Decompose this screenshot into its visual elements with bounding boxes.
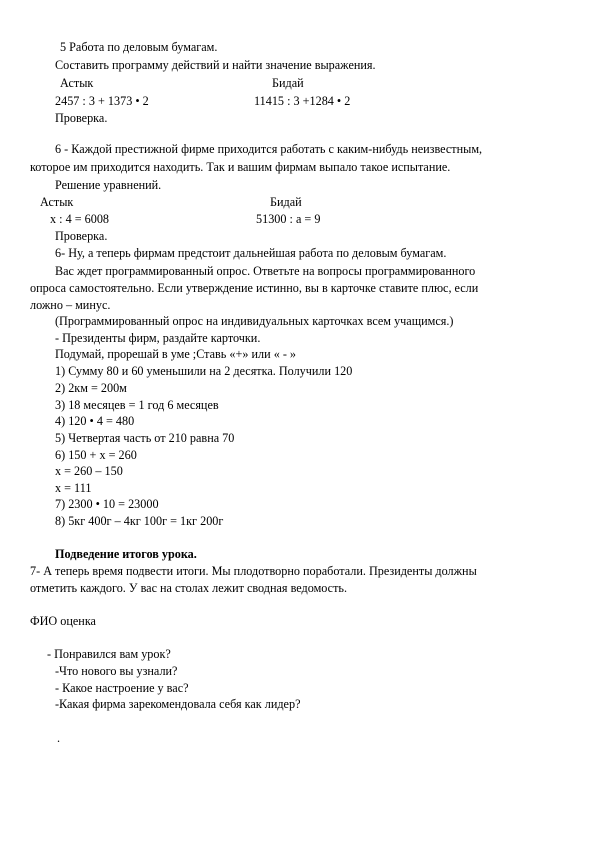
question-item: - Какое настроение у вас?: [55, 681, 189, 695]
quiz-item: 8) 5кг 400г – 4кг 100г = 1кг 200г: [55, 514, 224, 528]
quiz-item: 4) 120 • 4 = 480: [55, 414, 135, 428]
quiz-item: 6) 150 + x = 260: [55, 448, 137, 462]
question-item: -Что нового вы узнали?: [55, 664, 178, 678]
summary-line2: отметить каждого. У вас на столах лежит сводная ведомость.: [30, 581, 348, 595]
quiz-item: x = 260 – 150: [55, 464, 123, 478]
section6b-instruction1: - Президенты фирм, раздайте карточки.: [55, 331, 261, 345]
section6-line2: которое им приходится находить. Так и вашим фирмам выпало такое испытание.: [30, 160, 451, 174]
section6-right-label: Бидай: [270, 195, 302, 209]
section5-expr-right: 11415 : 3 +1284 • 2: [254, 94, 351, 108]
question-item: -Какая фирма зарекомендовала себя как лидер?: [55, 697, 301, 711]
section6b-line2: Вас ждет программированный опрос. Ответьте на вопросы программированного: [55, 264, 476, 278]
question-item: - Понравился вам урок?: [47, 647, 171, 661]
section6-subheading: Решение уравнений.: [55, 178, 162, 192]
section6-eq-right: 51300 : a = 9: [256, 212, 321, 226]
section6-left-label: Астык: [40, 195, 74, 209]
section5-right-label: Бидай: [272, 76, 304, 90]
section6b-line3: опроса самостоятельно. Если утверждение истинно, вы в карточке ставите плюс, если: [30, 281, 479, 295]
section5-task: Составить программу действий и найти значение выражения.: [55, 58, 376, 72]
summary-line1: 7- А теперь время подвести итоги. Мы плодотворно поработали. Президенты должны: [30, 564, 477, 578]
section6b-instruction2: Подумай, прорешай в уме ;Ставь «+» или « - »: [55, 347, 297, 361]
quiz-item: 3) 18 месяцев = 1 год 6 месяцев: [55, 398, 219, 412]
quiz-item: 2) 2км = 200м: [55, 381, 127, 395]
section6-check: Проверка.: [55, 229, 108, 243]
fio-label: ФИО оценка: [30, 614, 96, 628]
section5-left-label: Астык: [60, 76, 94, 90]
section6-eq-left: x : 4 = 6008: [50, 212, 110, 226]
quiz-item: 1) Сумму 80 и 60 уменьшили на 2 десятка. Получили 120: [55, 364, 353, 378]
quiz-item: 7) 2300 • 10 = 23000: [55, 497, 159, 511]
quiz-item: x = 111: [55, 481, 92, 495]
section5-expr-left: 2457 : 3 + 1373 • 2: [55, 94, 149, 108]
section5-check: Проверка.: [55, 111, 108, 125]
section5-heading: 5 Работа по деловым бумагам.: [60, 40, 218, 54]
section6b-line4: ложно – минус.: [30, 298, 111, 312]
end-dot: .: [57, 731, 61, 745]
section6-line1: 6 - Каждой престижной фирме приходится работать с каким-нибудь неизвестным,: [55, 142, 483, 156]
summary-heading: Подведение итогов урока.: [55, 547, 197, 561]
section6b-note: (Программированный опрос на индивидуальных карточках всем учащимся.): [55, 314, 454, 328]
section6b-line1: 6- Ну, а теперь фирмам предстоит дальнейшая работа по деловым бумагам.: [55, 246, 447, 260]
quiz-item: 5) Четвертая часть от 210 равна 70: [55, 431, 235, 445]
